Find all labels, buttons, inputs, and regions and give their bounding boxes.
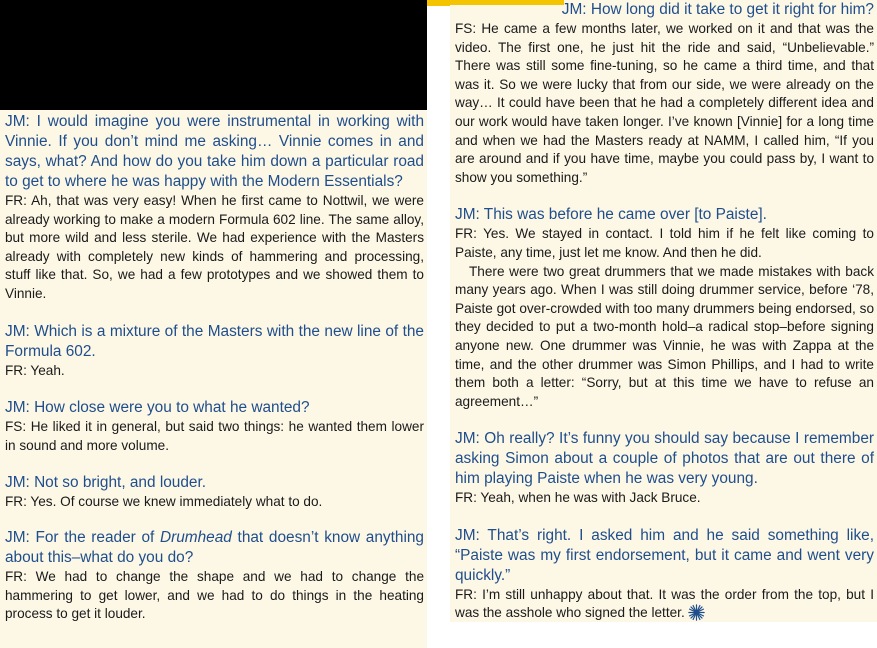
photo-placeholder [0,0,427,110]
answer-2: FR: Yeah. [5,362,65,378]
answer-6: FS: He came a few months later, we worked on it and that was the video. The first one, he just hit the ride and said, “Unbelievable.” There was still some fine-tuning, so he came a third time, and that was it. So we were lucky that from our side, we were already on the way… It could have been that he had a completely different idea and our work would have taken longer. I’ve known [Vinnie] for a long time and when we had the Masters ready at NAMM, I called him, “If you are around and if you have time, maybe you could pass by, I want to show you something.” [455,21,874,185]
answer-8: FR: Yeah, when he was with Jack Bruce. [455,490,701,506]
answer-7: FR: Yes. We stayed in contact. I told him if he felt like coming to Paiste, any time, just let me know. And then he did. [455,226,874,260]
asterisk-star-icon [688,604,705,621]
answer-3: FS: He liked it in general, but said two things: he wanted them lower in sound and more volume. [5,419,424,453]
question-7: JM: This was before he came over [to Paiste]. [455,206,767,224]
question-5 [5,528,424,568]
question-2: JM: Which is a mixture of the Masters with the new line of the Formula 602. [5,322,424,360]
answer-1: FR: Ah, that was very easy! When he first came to Nottwil, we were already working to make a modern Formula 602 line. The same alloy, but more wild and less sterile. We had experience with the Masters already with completely new kinds of hammering and processing, stuff like that. So, we had a few prototypes and we showed them to Vinnie. [5,193,424,301]
right-column [450,0,877,622]
question-1: JM: I would imagine you were instrumental in working with Vinnie. If you don’t mind me asking… Vinnie comes in and says, what? And how do you take him down a particular road to get to where he was happy with the Modern Essentials? [5,113,424,190]
question-8: JM: Oh really? It’s funny you should say because I remember asking Simon about a couple of photos that are out there of him playing Paiste when he was very young. [455,430,874,488]
answer-9-text: FR: I’m still unhappy about that. It was the order from the top, but I was the asshole who signed the letter. [455,586,874,621]
question-4: JM: Not so bright, and louder. [5,474,207,492]
left-column [0,110,427,648]
answer-5: FR: We had to change the shape and we had to change the hammering to get lower, and we had to do things in the heating process to get it louder. [5,568,424,622]
publication-title: Drumhead [160,528,232,546]
answer-9 [455,586,874,623]
question-5-post: that doesn’t know anything about this–what do you do? [5,528,424,566]
answer-4: FR: Yes. Of course we knew immediately what to do. [5,494,323,510]
question-6: JM: How long did it take to get it right for him? [561,1,874,18]
answer-7-continued: There were two great drummers that we made mistakes with back many years ago. When I was still doing drummer service, before ‘78, Paiste got over-crowded with too many drummers being endorsed, so they decided to put a two-month hold–a radical stop–before signing anyone new. One drummer was Vinnie, he was with Zappa at the time, and the other drummer was Simon Phillips, and I had to write them both a letter: “Sorry, but at this time we have to refuse an agreement…” [455,263,874,409]
question-5-pre: JM: For the reader of [5,528,160,546]
question-3: JM: How close were you to what he wanted? [5,399,310,417]
question-9: JM: That’s right. I asked him and he said something like, “Paiste was my first endorsement, but it came and went very quickly.” [455,526,874,584]
